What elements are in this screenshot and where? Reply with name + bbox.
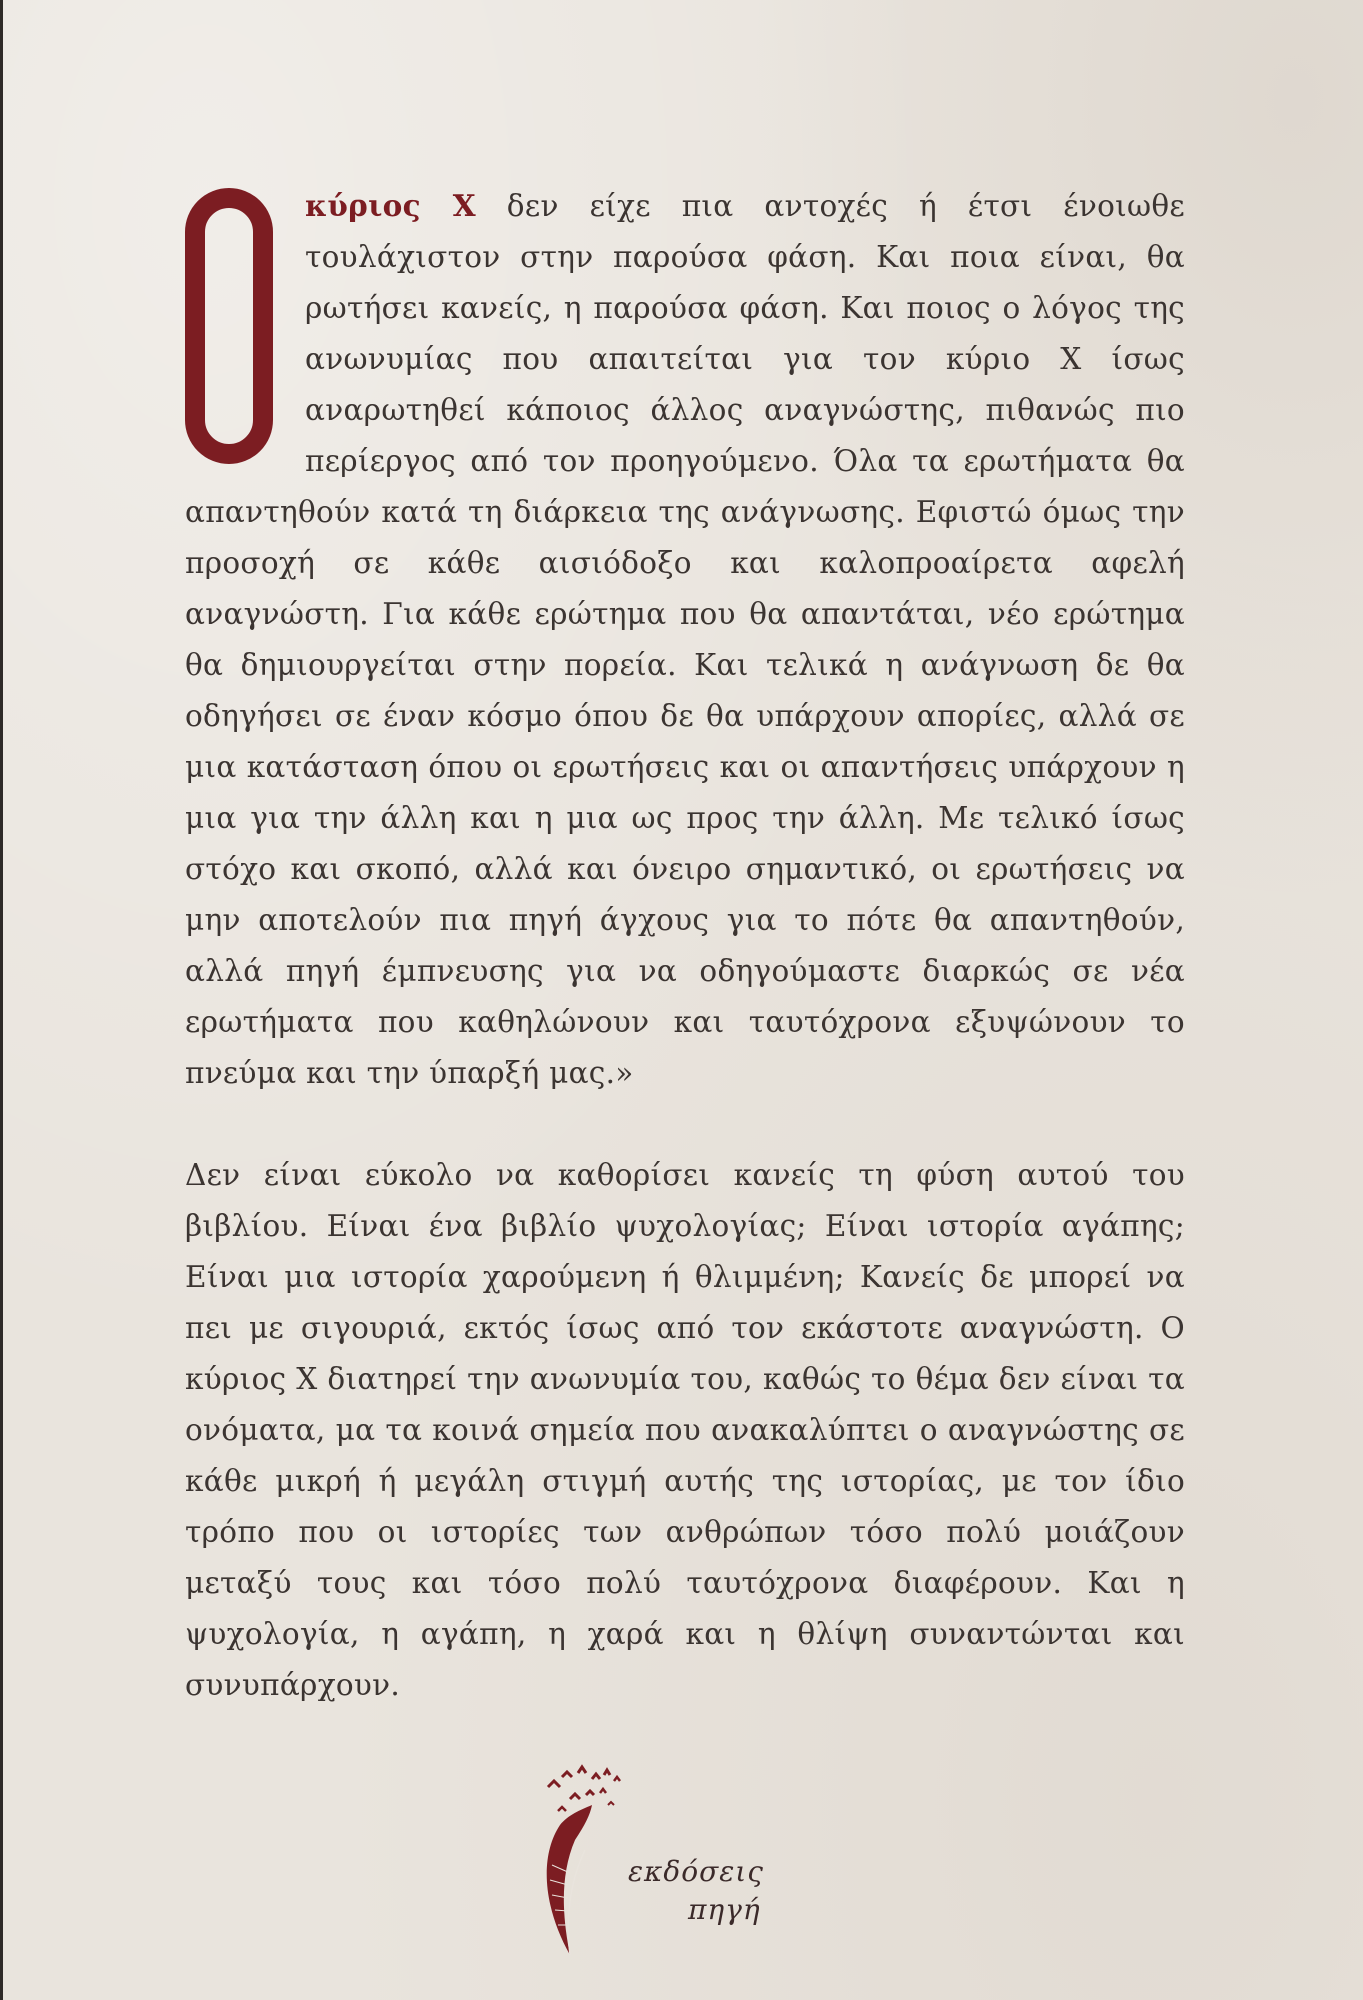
lead-phrase: κύριος Χ [305, 188, 476, 223]
publisher-logo [530, 1755, 830, 1965]
blurb-text [185, 180, 1185, 1711]
paragraph-quote-body: δεν είχε πια αντοχές ή έτσι ένοιωθε τουλάχιστον στην παρούσα φάση. Και ποια είναι, θα ρωτήσει κανείς, η παρούσα φάση. Και ποιος ο λόγος της ανωνυμίας που απαιτείται για τον κύριο Χ ίσως αναρωτηθεί κάποιος άλλος αναγνώστης, πιθανώς πιο περίεργος από τον προηγούμενο. Όλα τα ερωτήματα θα απαντηθούν κατά τη διάρκεια της ανάγνωσης. Εφιστώ όμως την προσοχή σε κάθε αισιόδοξο και καλοπροαίρετα αφελή αναγνώστη. Για κάθε ερώτημα που θα απαντάται, νέο ερώτημα θα δημιουργείται στην πορεία. Και τελικά η ανάγνωση δε θα οδηγήσει σε έναν κόσμο όπου δε θα υπάρχουν απορίες, αλλά σε μια κατάσταση όπου οι ερωτήσεις και οι απαντήσεις υπάρχουν η μια για την άλλη και η μια ως προς την άλλη. Με τελικό ίσως στόχο και σκοπό, αλλά και όνειρο σημαντικό, οι ερωτήσεις να μην αποτελούν πια πηγή άγχους για το πότε θα απαντηθούν, αλλά πηγή έμπνευσης για να οδηγούμαστε διαρκώς σε νέα ερωτήματα που καθηλώνουν και ταυτόχρονα εξυψώνουν το πνεύμα και την ύπαρξή μας.» [185, 189, 1186, 1090]
feather-birds-icon [530, 1755, 640, 1965]
dropcap-letter-o [185, 188, 273, 464]
paragraph-description-body: Δεν είναι εύκολο να καθορίσει κανείς τη φύση αυτού του βιβλίου. Είναι ένα βιβλίο ψυχολογίας; Είναι ιστορία αγάπης; Είναι μια ιστορία χαρούμενη ή θλιμμένη; Κανείς δε μπορεί να πει με σιγουριά, εκτός ίσως από τον εκάστοτε αναγνώστη. Ο κύριος Χ διατηρεί την ανωνυμία του, καθώς το θέμα δεν είναι τα ονόματα, μα τα κοινά σημεία που ανακαλύπτει ο αναγνώστης σε κάθε μικρή ή μεγάλη στιγμή αυτής της ιστορίας, με τον ίδιο τρόπο που οι ιστορίες των ανθρώπων τόσο πολύ μοιάζουν μεταξύ τους και τόσο πολύ ταυτόχρονα διαφέρουν. Και η ψυχολογία, η αγάπη, η χαρά και η θλίψη συναντώνται και συνυπάρχουν. [185, 1158, 1185, 1702]
publisher-name-line1: εκδόσεις [628, 1855, 764, 1888]
paragraph-description [185, 1150, 1185, 1711]
publisher-name-line2: πηγή [688, 1893, 761, 1926]
paragraph-quote [185, 180, 1185, 1099]
